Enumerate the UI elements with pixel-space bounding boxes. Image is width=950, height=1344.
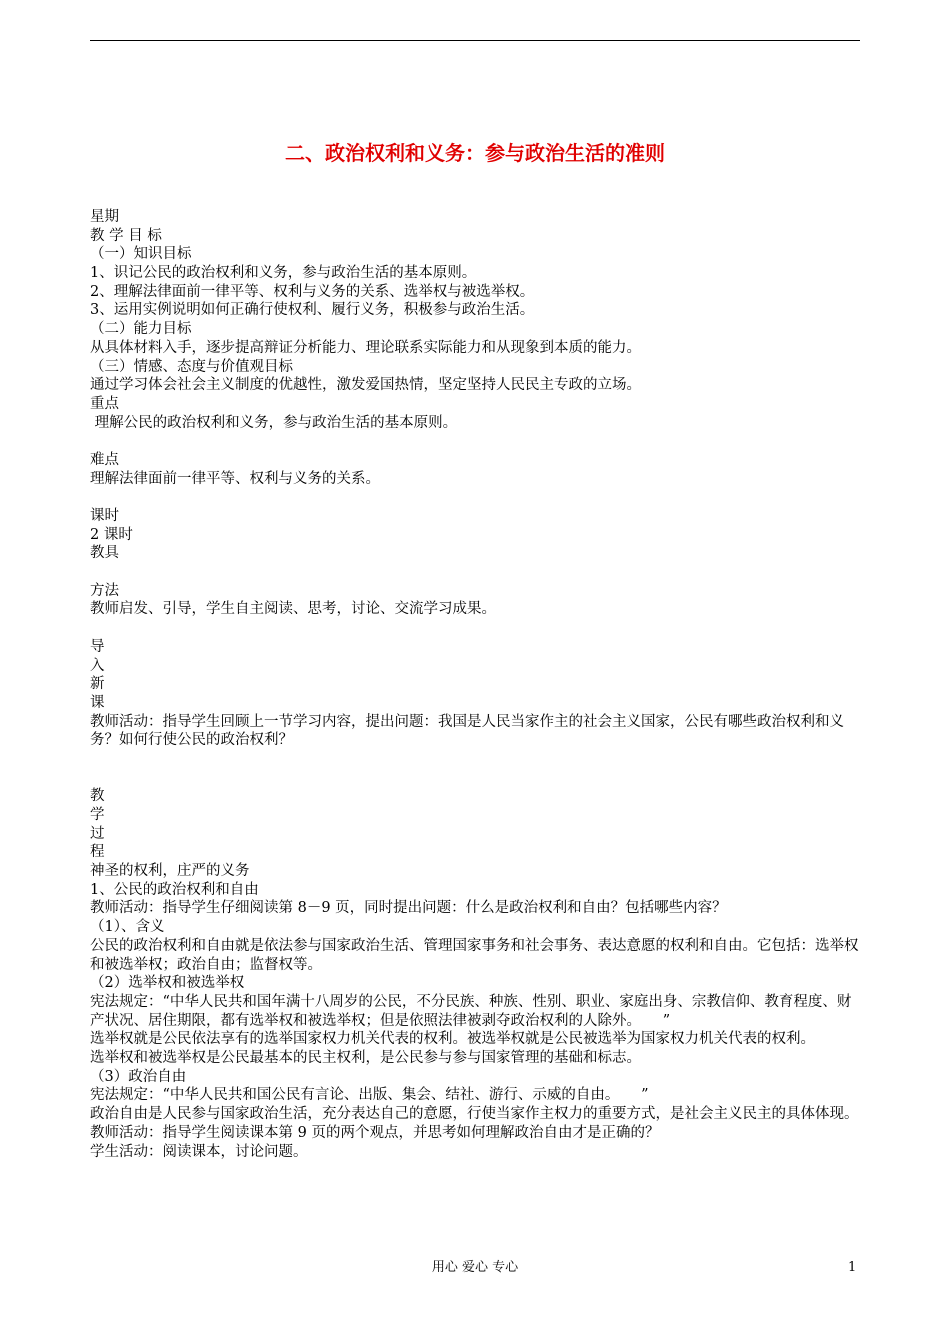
blank-line: [90, 488, 862, 507]
body-line: 通过学习体会社会主义制度的优越性，激发爱国热情，坚定坚持人民民主专政的立场。: [90, 377, 641, 394]
body-line: 过: [90, 825, 105, 842]
body-line: （一）知识目标: [90, 246, 192, 263]
body-line: 3、运用实例说明如何正确行使权利、履行义务，积极参与政治生活。: [90, 302, 535, 319]
body-line: 教师启发、引导，学生自主阅读、思考，讨论、交流学习成果。: [90, 601, 496, 618]
body-line: 教: [90, 788, 105, 805]
blank-line: [90, 769, 862, 788]
body-line: 选举权和被选举权是公民最基本的民主权利，是公民参与参与国家管理的基础和标志。: [90, 1050, 641, 1067]
blank-line: [90, 750, 862, 769]
body-line: 课时: [90, 508, 119, 524]
body-line: 理解公民的政治权利和义务，参与政治生活的基本原则。: [90, 414, 458, 431]
body-line: 程: [90, 844, 105, 861]
body-line: 教 学 目 标: [90, 227, 162, 244]
body-line: 1、公民的政治权利和自由: [90, 881, 259, 898]
body-line: 重点: [90, 395, 119, 412]
blank-line: [90, 563, 862, 582]
body-line: 学生活动：阅读课本，讨论问题。: [90, 1143, 308, 1160]
body-line: 课: [90, 694, 105, 711]
body-line: 星期: [90, 209, 119, 225]
body-line: （3）政治自由: [90, 1068, 187, 1085]
body-line: 理解法律面前一律平等、权利与义务的关系。: [90, 470, 380, 487]
page-number: 1: [848, 1260, 857, 1275]
body-line: 教师活动：指导学生回顾上一节学习内容，提出问题：我国是人民当家作主的社会主义国家，公民有哪些政治权利和义务？如何行使公民的政治权利？: [90, 713, 844, 749]
page-title: 二、政治权利和义务：参与政治生活的准则: [285, 141, 665, 165]
body-line: 从具体材料入手，逐步提高辩证分析能力、理论联系实际能力和从现象到本质的能力。: [90, 339, 641, 356]
body-line: 宪法规定：“中华人民共和国年满十八周岁的公民，不分民族、种族、性别、职业、家庭出身、宗教信仰、教育程度、财产状况、居住期限，都有选举权和被选举权；但是依照法律被剥夺政治权利的人除外。 ”: [90, 993, 852, 1029]
header-rule: [90, 40, 860, 41]
body-line: 教师活动：指导学生仔细阅读第 8－9 页，同时提出问题：什么是政治权利和自由？包括哪些内容？: [90, 900, 727, 917]
body-line: 2 课时: [90, 526, 133, 543]
body-line: （1）、含义: [90, 919, 165, 936]
body-line: 入: [90, 657, 105, 674]
footer-text: 用心 爱心 专心: [431, 1260, 519, 1275]
blank-line: [90, 432, 862, 451]
body-line: 公民的政治权利和自由就是依法参与国家政治生活、管理国家事务和社会事务、表达意愿的权利和自由。它包括：选举权和被选举权；政治自由；监督权等。: [90, 937, 859, 973]
body-line: 方法: [90, 582, 119, 599]
body-line: （2）选举权和被选举权: [90, 975, 245, 992]
blank-line: [90, 619, 862, 638]
body-line: （三）情感、态度与价值观目标: [90, 358, 293, 375]
body-line: 学: [90, 807, 105, 824]
body-line: 教师活动：指导学生阅读课本第 9 页的两个观点，并思考如何理解政治自由才是正确的？: [90, 1124, 660, 1141]
body-line: 神圣的权利，庄严的义务: [90, 863, 250, 880]
body-line: 2、理解法律面前一律平等、权利与义务的关系、选举权与被选举权。: [90, 283, 535, 300]
body-line: 选举权就是公民依法享有的选举国家权力机关代表的权利。被选举权就是公民被选举为国家权力机关代表的权利。: [90, 1031, 815, 1048]
body-line: 宪法规定：“中华人民共和国公民有言论、出版、集会、结社、游行、示威的自由。 ”: [90, 1087, 649, 1104]
body-line: 新: [90, 676, 105, 693]
body-line: 1、识记公民的政治权利和义务，参与政治生活的基本原则。: [90, 265, 477, 282]
body-line: 政治自由是人民参与国家政治生活，充分表达自己的意愿，行使当家作主权力的重要方式，是社会主义民主的具体体现。: [90, 1106, 859, 1123]
body-line: 导: [90, 638, 105, 655]
body-line: 教具: [90, 545, 119, 562]
document-body: [90, 208, 862, 1161]
body-line: 难点: [90, 451, 119, 468]
body-line: （二）能力目标: [90, 321, 192, 338]
